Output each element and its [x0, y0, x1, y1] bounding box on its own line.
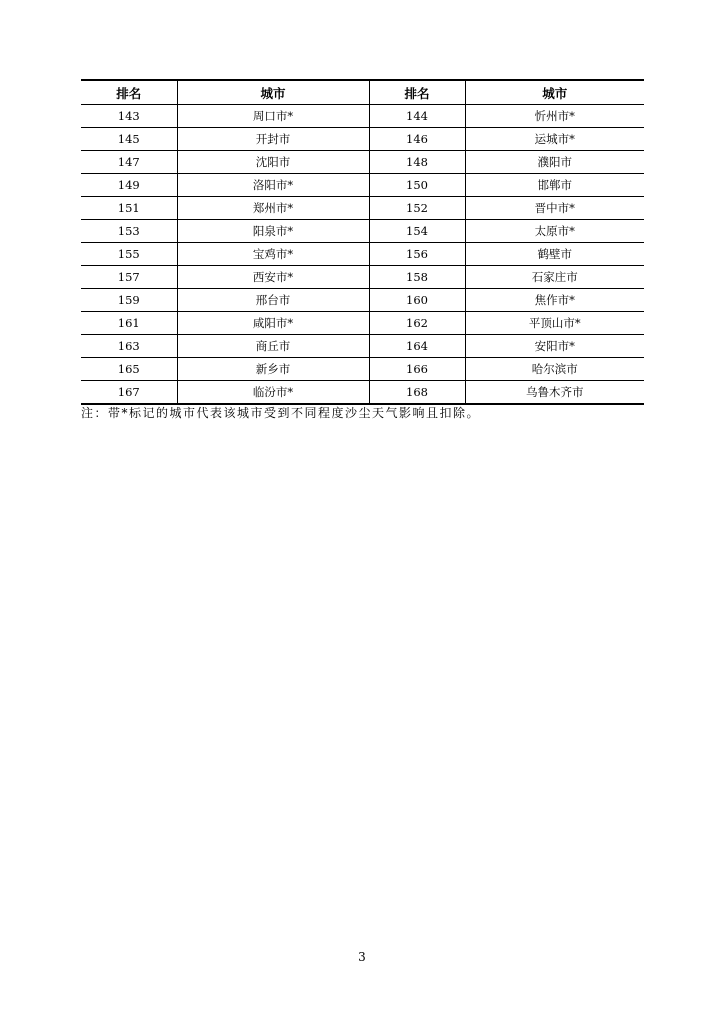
- city-cell: 平顶山市*: [465, 312, 644, 335]
- city-cell: 宝鸡市*: [177, 243, 369, 266]
- table-row: [81, 381, 644, 405]
- city-cell: 忻州市*: [465, 105, 644, 128]
- city-cell: 鹤壁市: [465, 243, 644, 266]
- table-row: [81, 358, 644, 381]
- header-city-right: 城市: [465, 80, 644, 105]
- table-row: [81, 105, 644, 128]
- city-cell: 邢台市: [177, 289, 369, 312]
- rank-cell: 163: [81, 335, 177, 358]
- table-row: [81, 312, 644, 335]
- table-row: [81, 174, 644, 197]
- city-cell: 西安市*: [177, 266, 369, 289]
- city-cell: 石家庄市: [465, 266, 644, 289]
- table-row: [81, 266, 644, 289]
- rank-cell: 144: [369, 105, 465, 128]
- city-cell: 哈尔滨市: [465, 358, 644, 381]
- city-cell: 邯郸市: [465, 174, 644, 197]
- rank-cell: 161: [81, 312, 177, 335]
- rank-cell: 158: [369, 266, 465, 289]
- city-cell: 太原市*: [465, 220, 644, 243]
- city-cell: 乌鲁木齐市: [465, 381, 644, 405]
- table-row: [81, 128, 644, 151]
- rank-cell: 156: [369, 243, 465, 266]
- header-rank-left: 排名: [81, 80, 177, 105]
- rank-cell: 157: [81, 266, 177, 289]
- city-cell: 郑州市*: [177, 197, 369, 220]
- table-body: [81, 105, 644, 405]
- rank-cell: 147: [81, 151, 177, 174]
- city-cell: 开封市: [177, 128, 369, 151]
- rank-cell: 167: [81, 381, 177, 405]
- page-number: 3: [358, 950, 366, 964]
- rank-cell: 165: [81, 358, 177, 381]
- rank-cell: 159: [81, 289, 177, 312]
- rank-cell: 164: [369, 335, 465, 358]
- header-city-left: 城市: [177, 80, 369, 105]
- table-row: [81, 243, 644, 266]
- rank-cell: 148: [369, 151, 465, 174]
- rank-cell: 146: [369, 128, 465, 151]
- city-cell: 沈阳市: [177, 151, 369, 174]
- rank-cell: 168: [369, 381, 465, 405]
- rank-cell: 152: [369, 197, 465, 220]
- city-cell: 濮阳市: [465, 151, 644, 174]
- city-cell: 咸阳市*: [177, 312, 369, 335]
- city-cell: 安阳市*: [465, 335, 644, 358]
- city-cell: 临汾市*: [177, 381, 369, 405]
- rank-cell: 153: [81, 220, 177, 243]
- table-row: [81, 289, 644, 312]
- rank-cell: 145: [81, 128, 177, 151]
- city-cell: 阳泉市*: [177, 220, 369, 243]
- table-row: [81, 335, 644, 358]
- city-cell: 焦作市*: [465, 289, 644, 312]
- city-cell: 商丘市: [177, 335, 369, 358]
- rank-cell: 149: [81, 174, 177, 197]
- rank-cell: 166: [369, 358, 465, 381]
- table-row: [81, 151, 644, 174]
- rank-cell: 154: [369, 220, 465, 243]
- rank-cell: 162: [369, 312, 465, 335]
- city-ranking-table: [81, 79, 644, 405]
- table-row: [81, 220, 644, 243]
- city-cell: 洛阳市*: [177, 174, 369, 197]
- header-rank-right: 排名: [369, 80, 465, 105]
- city-cell: 新乡市: [177, 358, 369, 381]
- rank-cell: 160: [369, 289, 465, 312]
- city-cell: 周口市*: [177, 105, 369, 128]
- rank-cell: 143: [81, 105, 177, 128]
- rank-cell: 155: [81, 243, 177, 266]
- city-cell: 晋中市*: [465, 197, 644, 220]
- table-row: [81, 197, 644, 220]
- rank-cell: 150: [369, 174, 465, 197]
- table-header-row: [81, 80, 644, 105]
- table-footnote: 注：带*标记的城市代表该城市受到不同程度沙尘天气影响且扣除。: [81, 406, 481, 420]
- city-cell: 运城市*: [465, 128, 644, 151]
- rank-cell: 151: [81, 197, 177, 220]
